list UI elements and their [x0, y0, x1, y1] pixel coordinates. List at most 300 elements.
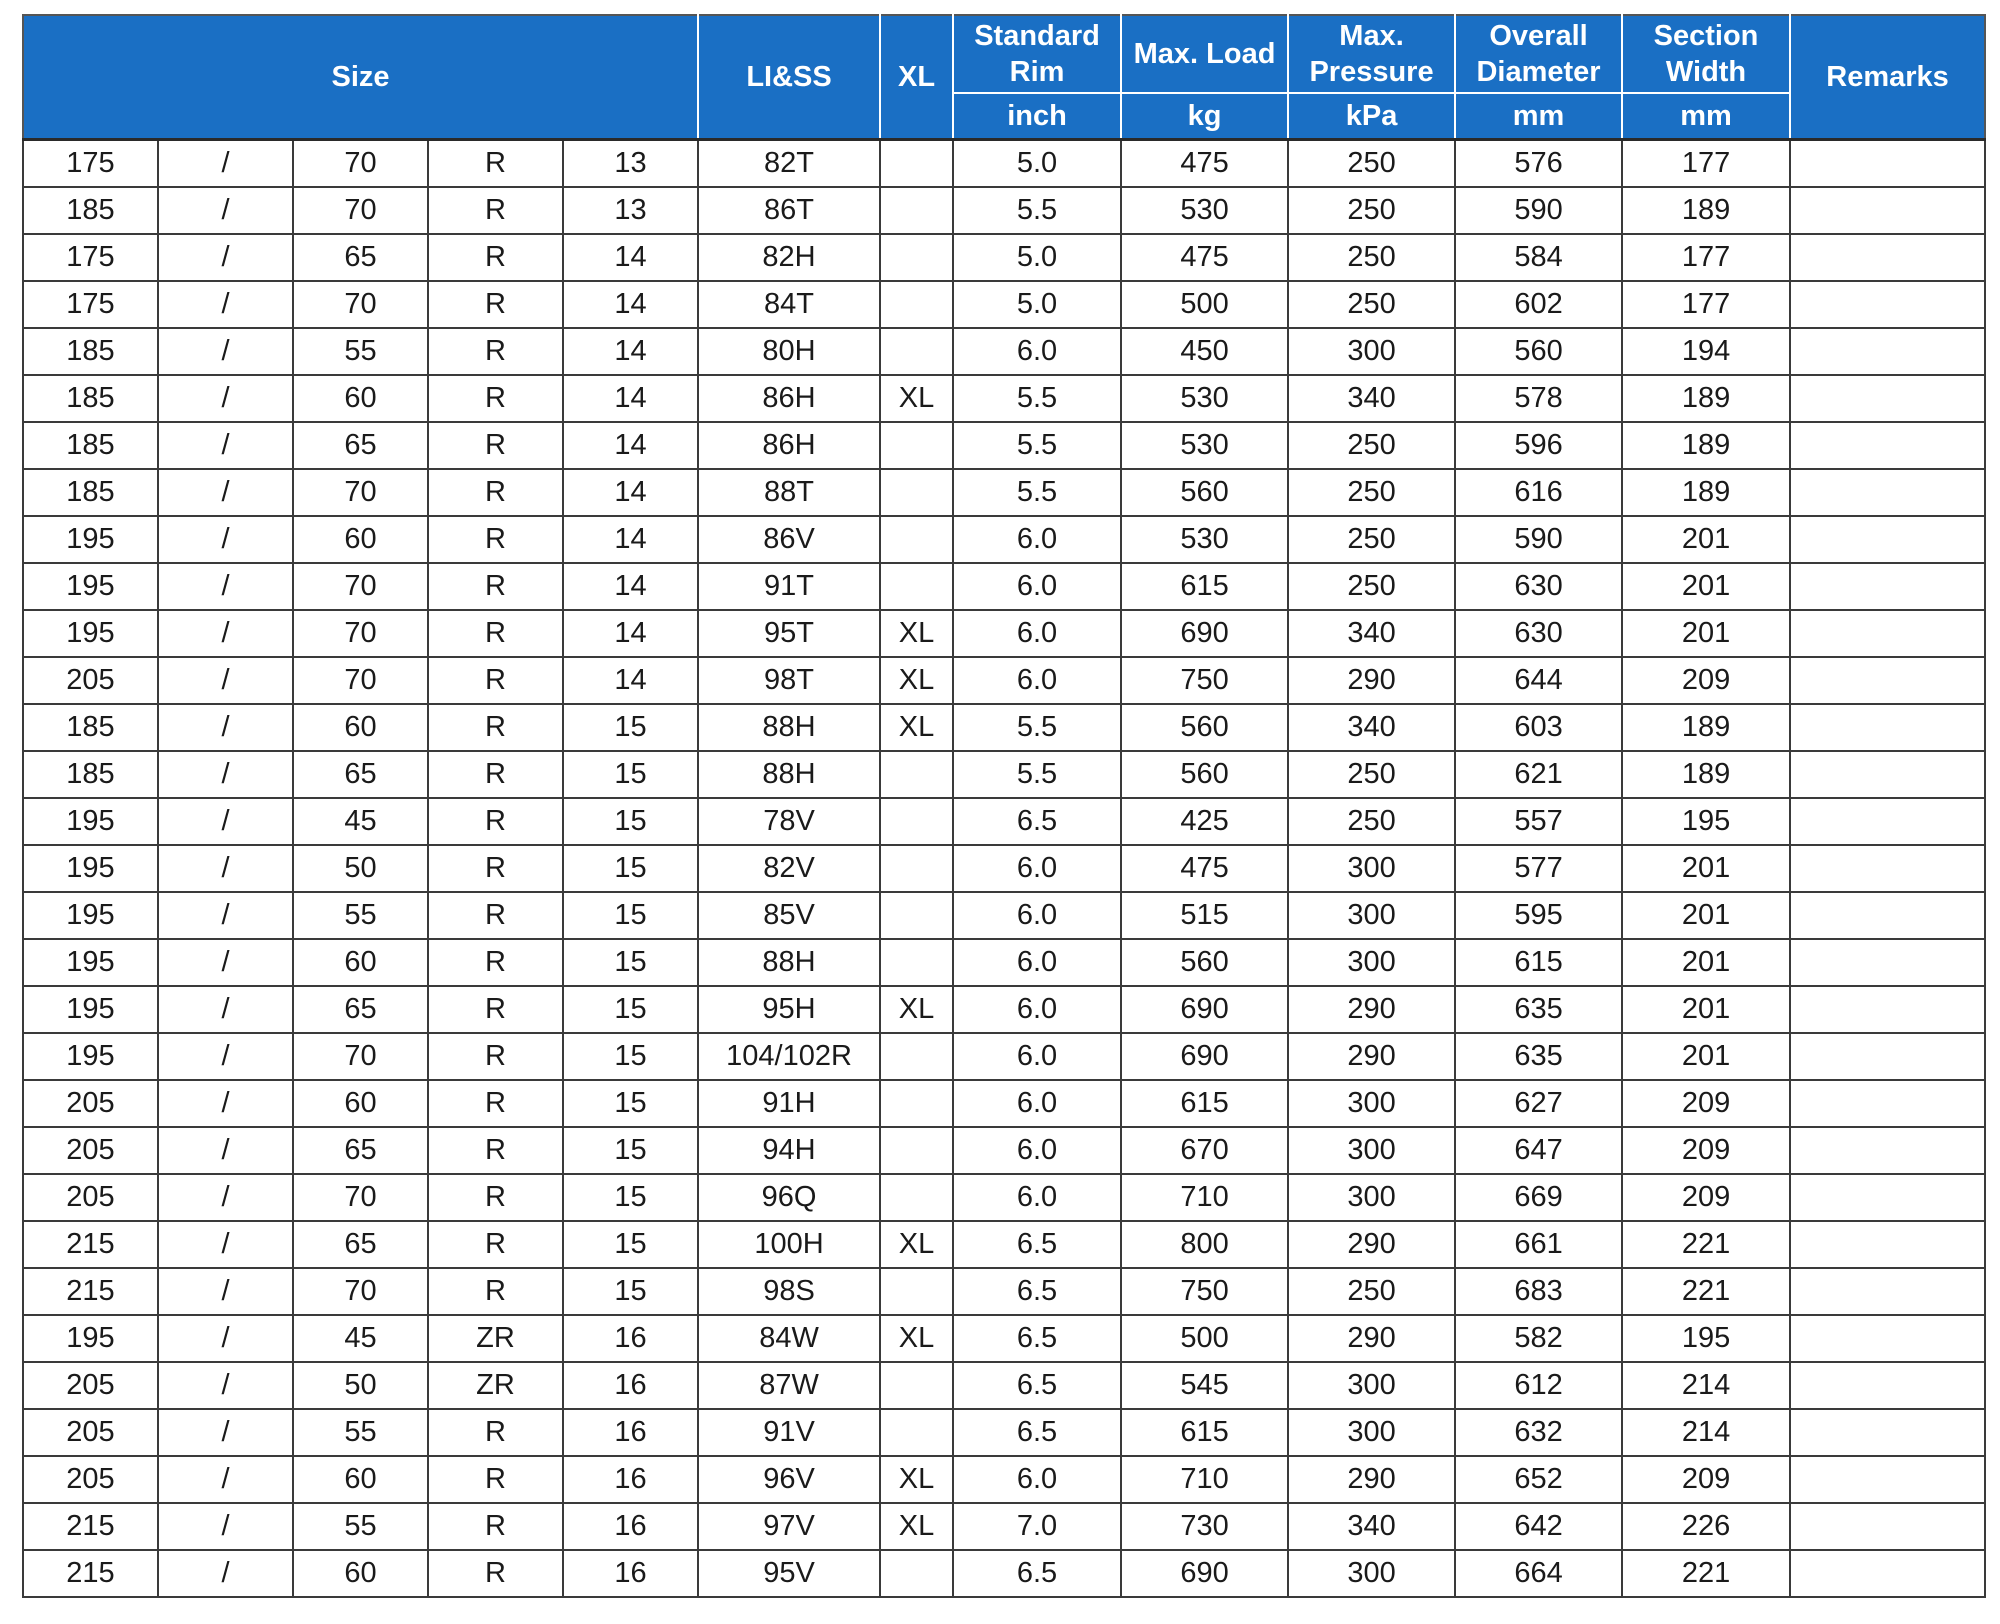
cell-li-ss: 98T — [698, 657, 880, 704]
table-row — [23, 469, 1985, 516]
cell-construction: R — [428, 187, 563, 234]
cell-standard-rim: 5.0 — [953, 234, 1121, 281]
cell-rim-diameter: 15 — [563, 798, 698, 845]
header-overall-diameter: Overall Diameter — [1455, 15, 1622, 93]
cell-max-load: 560 — [1121, 939, 1288, 986]
cell-slash: / — [158, 234, 293, 281]
cell-aspect-ratio: 55 — [293, 892, 428, 939]
cell-xl — [880, 1080, 953, 1127]
cell-max-pressure: 300 — [1288, 1550, 1455, 1597]
cell-overall-diameter: 578 — [1455, 375, 1622, 422]
cell-rim-diameter: 16 — [563, 1315, 698, 1362]
cell-overall-diameter: 616 — [1455, 469, 1622, 516]
cell-slash: / — [158, 751, 293, 798]
cell-section-width: 189 — [1622, 469, 1790, 516]
cell-construction: R — [428, 704, 563, 751]
cell-li-ss: 85V — [698, 892, 880, 939]
cell-max-pressure: 250 — [1288, 234, 1455, 281]
cell-standard-rim: 6.5 — [953, 1409, 1121, 1456]
cell-max-load: 690 — [1121, 1033, 1288, 1080]
cell-max-load: 615 — [1121, 1409, 1288, 1456]
header-max-pressure-unit: kPa — [1288, 93, 1455, 140]
cell-slash: / — [158, 563, 293, 610]
cell-slash: / — [158, 1362, 293, 1409]
cell-overall-diameter: 621 — [1455, 751, 1622, 798]
cell-aspect-ratio: 70 — [293, 1268, 428, 1315]
cell-overall-diameter: 632 — [1455, 1409, 1622, 1456]
cell-slash: / — [158, 375, 293, 422]
cell-remarks — [1790, 1409, 1985, 1456]
cell-overall-diameter: 644 — [1455, 657, 1622, 704]
cell-aspect-ratio: 60 — [293, 704, 428, 751]
cell-section-width: 194 — [1622, 328, 1790, 375]
cell-remarks — [1790, 1080, 1985, 1127]
cell-construction: R — [428, 939, 563, 986]
cell-overall-diameter: 635 — [1455, 986, 1622, 1033]
cell-li-ss: 95V — [698, 1550, 880, 1597]
cell-section-width: 189 — [1622, 422, 1790, 469]
cell-remarks — [1790, 1221, 1985, 1268]
cell-rim-diameter: 16 — [563, 1550, 698, 1597]
cell-rim-diameter: 16 — [563, 1409, 698, 1456]
cell-overall-diameter: 642 — [1455, 1503, 1622, 1550]
cell-xl: XL — [880, 1456, 953, 1503]
cell-section-width: 201 — [1622, 986, 1790, 1033]
header-max-load: Max. Load — [1121, 15, 1288, 93]
table-row — [23, 986, 1985, 1033]
cell-remarks — [1790, 1550, 1985, 1597]
table-row — [23, 892, 1985, 939]
cell-overall-diameter: 582 — [1455, 1315, 1622, 1362]
cell-remarks — [1790, 469, 1985, 516]
table-row — [23, 516, 1985, 563]
cell-max-load: 750 — [1121, 1268, 1288, 1315]
cell-max-pressure: 300 — [1288, 845, 1455, 892]
cell-aspect-ratio: 55 — [293, 1503, 428, 1550]
cell-standard-rim: 5.5 — [953, 751, 1121, 798]
cell-slash: / — [158, 1221, 293, 1268]
cell-xl: XL — [880, 1315, 953, 1362]
cell-rim-diameter: 15 — [563, 845, 698, 892]
cell-rim-diameter: 13 — [563, 187, 698, 234]
cell-remarks — [1790, 187, 1985, 234]
cell-overall-diameter: 661 — [1455, 1221, 1622, 1268]
cell-standard-rim: 5.0 — [953, 140, 1121, 188]
cell-remarks — [1790, 1362, 1985, 1409]
cell-max-pressure: 290 — [1288, 986, 1455, 1033]
cell-slash: / — [158, 1550, 293, 1597]
cell-aspect-ratio: 60 — [293, 1550, 428, 1597]
cell-xl — [880, 1550, 953, 1597]
cell-rim-diameter: 15 — [563, 1127, 698, 1174]
cell-rim-diameter: 15 — [563, 939, 698, 986]
cell-aspect-ratio: 60 — [293, 1456, 428, 1503]
cell-rim-diameter: 15 — [563, 751, 698, 798]
cell-max-pressure: 300 — [1288, 1362, 1455, 1409]
cell-slash: / — [158, 187, 293, 234]
cell-overall-diameter: 612 — [1455, 1362, 1622, 1409]
cell-aspect-ratio: 65 — [293, 986, 428, 1033]
table-row — [23, 281, 1985, 328]
cell-xl — [880, 939, 953, 986]
cell-remarks — [1790, 657, 1985, 704]
cell-max-load: 750 — [1121, 657, 1288, 704]
cell-max-load: 710 — [1121, 1456, 1288, 1503]
cell-remarks — [1790, 328, 1985, 375]
table-row — [23, 1033, 1985, 1080]
cell-xl: XL — [880, 610, 953, 657]
cell-standard-rim: 6.5 — [953, 1362, 1121, 1409]
cell-remarks — [1790, 1268, 1985, 1315]
cell-li-ss: 95T — [698, 610, 880, 657]
table-row — [23, 1268, 1985, 1315]
cell-remarks — [1790, 845, 1985, 892]
cell-construction: R — [428, 1503, 563, 1550]
cell-rim-diameter: 14 — [563, 422, 698, 469]
cell-width: 215 — [23, 1221, 158, 1268]
cell-li-ss: 91H — [698, 1080, 880, 1127]
cell-width: 205 — [23, 1127, 158, 1174]
cell-max-pressure: 300 — [1288, 1409, 1455, 1456]
cell-max-load: 615 — [1121, 1080, 1288, 1127]
cell-aspect-ratio: 60 — [293, 375, 428, 422]
cell-remarks — [1790, 1174, 1985, 1221]
cell-section-width: 189 — [1622, 704, 1790, 751]
cell-overall-diameter: 630 — [1455, 610, 1622, 657]
cell-width: 185 — [23, 704, 158, 751]
cell-slash: / — [158, 1315, 293, 1362]
cell-width: 195 — [23, 892, 158, 939]
cell-aspect-ratio: 65 — [293, 1221, 428, 1268]
cell-xl — [880, 1127, 953, 1174]
cell-remarks — [1790, 422, 1985, 469]
cell-overall-diameter: 664 — [1455, 1550, 1622, 1597]
cell-xl: XL — [880, 375, 953, 422]
cell-section-width: 201 — [1622, 563, 1790, 610]
cell-width: 195 — [23, 516, 158, 563]
cell-xl — [880, 234, 953, 281]
cell-aspect-ratio: 70 — [293, 610, 428, 657]
cell-slash: / — [158, 1033, 293, 1080]
cell-width: 185 — [23, 751, 158, 798]
cell-max-load: 560 — [1121, 751, 1288, 798]
cell-width: 195 — [23, 610, 158, 657]
cell-standard-rim: 6.0 — [953, 657, 1121, 704]
table-row — [23, 1456, 1985, 1503]
cell-xl — [880, 1409, 953, 1456]
cell-width: 215 — [23, 1268, 158, 1315]
cell-construction: ZR — [428, 1315, 563, 1362]
cell-max-load: 530 — [1121, 375, 1288, 422]
cell-construction: R — [428, 1456, 563, 1503]
table-row — [23, 1174, 1985, 1221]
cell-rim-diameter: 16 — [563, 1456, 698, 1503]
cell-max-load: 475 — [1121, 845, 1288, 892]
cell-aspect-ratio: 65 — [293, 234, 428, 281]
cell-construction: R — [428, 845, 563, 892]
cell-li-ss: 88T — [698, 469, 880, 516]
cell-remarks — [1790, 281, 1985, 328]
cell-section-width: 226 — [1622, 1503, 1790, 1550]
cell-li-ss: 91T — [698, 563, 880, 610]
cell-rim-diameter: 14 — [563, 328, 698, 375]
cell-xl — [880, 563, 953, 610]
cell-xl — [880, 140, 953, 188]
cell-remarks — [1790, 610, 1985, 657]
cell-construction: R — [428, 328, 563, 375]
table-row — [23, 1550, 1985, 1597]
cell-li-ss: 84T — [698, 281, 880, 328]
cell-li-ss: 86H — [698, 422, 880, 469]
table-row — [23, 140, 1985, 188]
table-row — [23, 1362, 1985, 1409]
cell-xl: XL — [880, 1503, 953, 1550]
cell-aspect-ratio: 60 — [293, 1080, 428, 1127]
table-row — [23, 751, 1985, 798]
cell-li-ss: 91V — [698, 1409, 880, 1456]
cell-max-pressure: 290 — [1288, 1456, 1455, 1503]
cell-max-load: 615 — [1121, 563, 1288, 610]
cell-remarks — [1790, 516, 1985, 563]
table-body — [23, 140, 1985, 1598]
cell-width: 205 — [23, 1174, 158, 1221]
cell-aspect-ratio: 65 — [293, 422, 428, 469]
header-max-load-unit: kg — [1121, 93, 1288, 140]
cell-max-load: 560 — [1121, 469, 1288, 516]
cell-li-ss: 104/102R — [698, 1033, 880, 1080]
cell-section-width: 177 — [1622, 281, 1790, 328]
cell-slash: / — [158, 704, 293, 751]
cell-max-load: 670 — [1121, 1127, 1288, 1174]
cell-construction: R — [428, 1409, 563, 1456]
cell-remarks — [1790, 563, 1985, 610]
cell-construction: R — [428, 1550, 563, 1597]
cell-width: 195 — [23, 939, 158, 986]
cell-max-pressure: 250 — [1288, 751, 1455, 798]
cell-construction: R — [428, 140, 563, 188]
cell-width: 195 — [23, 1033, 158, 1080]
tire-spec-table — [22, 14, 1986, 1598]
cell-section-width: 201 — [1622, 516, 1790, 563]
cell-section-width: 189 — [1622, 751, 1790, 798]
cell-standard-rim: 6.0 — [953, 610, 1121, 657]
cell-max-load: 560 — [1121, 704, 1288, 751]
cell-remarks — [1790, 375, 1985, 422]
cell-max-pressure: 250 — [1288, 140, 1455, 188]
cell-max-load: 475 — [1121, 140, 1288, 188]
cell-aspect-ratio: 45 — [293, 798, 428, 845]
cell-slash: / — [158, 845, 293, 892]
cell-overall-diameter: 603 — [1455, 704, 1622, 751]
cell-overall-diameter: 615 — [1455, 939, 1622, 986]
table-row — [23, 1503, 1985, 1550]
header-size: Size — [23, 15, 698, 140]
cell-rim-diameter: 15 — [563, 1221, 698, 1268]
cell-overall-diameter: 576 — [1455, 140, 1622, 188]
table-row — [23, 563, 1985, 610]
cell-slash: / — [158, 469, 293, 516]
cell-rim-diameter: 14 — [563, 375, 698, 422]
cell-aspect-ratio: 70 — [293, 563, 428, 610]
cell-rim-diameter: 14 — [563, 469, 698, 516]
cell-standard-rim: 6.0 — [953, 563, 1121, 610]
cell-slash: / — [158, 1456, 293, 1503]
cell-width: 205 — [23, 1456, 158, 1503]
cell-slash: / — [158, 1503, 293, 1550]
cell-xl — [880, 516, 953, 563]
table-row — [23, 1409, 1985, 1456]
cell-rim-diameter: 15 — [563, 892, 698, 939]
cell-standard-rim: 6.5 — [953, 1221, 1121, 1268]
table-row — [23, 422, 1985, 469]
cell-construction: R — [428, 563, 563, 610]
cell-li-ss: 94H — [698, 1127, 880, 1174]
cell-overall-diameter: 630 — [1455, 563, 1622, 610]
cell-width: 175 — [23, 140, 158, 188]
cell-overall-diameter: 557 — [1455, 798, 1622, 845]
cell-max-load: 530 — [1121, 187, 1288, 234]
cell-aspect-ratio: 65 — [293, 1127, 428, 1174]
header-section-width-unit: mm — [1622, 93, 1790, 140]
cell-max-pressure: 250 — [1288, 281, 1455, 328]
cell-width: 175 — [23, 281, 158, 328]
cell-section-width: 195 — [1622, 1315, 1790, 1362]
cell-width: 185 — [23, 375, 158, 422]
cell-width: 185 — [23, 328, 158, 375]
cell-standard-rim: 6.5 — [953, 1315, 1121, 1362]
cell-section-width: 221 — [1622, 1221, 1790, 1268]
header-xl: XL — [880, 15, 953, 140]
cell-slash: / — [158, 986, 293, 1033]
cell-standard-rim: 5.0 — [953, 281, 1121, 328]
table-row — [23, 798, 1985, 845]
table-row — [23, 610, 1985, 657]
cell-li-ss: 82T — [698, 140, 880, 188]
cell-section-width: 189 — [1622, 187, 1790, 234]
cell-xl — [880, 422, 953, 469]
cell-max-load: 515 — [1121, 892, 1288, 939]
cell-construction: R — [428, 1127, 563, 1174]
cell-remarks — [1790, 892, 1985, 939]
cell-max-pressure: 300 — [1288, 1174, 1455, 1221]
cell-rim-diameter: 14 — [563, 610, 698, 657]
cell-max-pressure: 250 — [1288, 798, 1455, 845]
cell-overall-diameter: 652 — [1455, 1456, 1622, 1503]
cell-section-width: 201 — [1622, 892, 1790, 939]
cell-xl: XL — [880, 657, 953, 704]
cell-max-pressure: 340 — [1288, 375, 1455, 422]
cell-aspect-ratio: 60 — [293, 939, 428, 986]
cell-rim-diameter: 15 — [563, 1174, 698, 1221]
cell-width: 195 — [23, 1315, 158, 1362]
cell-construction: ZR — [428, 1362, 563, 1409]
cell-xl — [880, 1362, 953, 1409]
cell-slash: / — [158, 1080, 293, 1127]
cell-section-width: 209 — [1622, 1080, 1790, 1127]
cell-remarks — [1790, 939, 1985, 986]
cell-rim-diameter: 13 — [563, 140, 698, 188]
cell-slash: / — [158, 281, 293, 328]
cell-width: 195 — [23, 986, 158, 1033]
cell-remarks — [1790, 1315, 1985, 1362]
cell-max-pressure: 300 — [1288, 1080, 1455, 1127]
cell-li-ss: 96Q — [698, 1174, 880, 1221]
cell-standard-rim: 5.5 — [953, 375, 1121, 422]
cell-li-ss: 86T — [698, 187, 880, 234]
cell-rim-diameter: 16 — [563, 1503, 698, 1550]
cell-section-width: 214 — [1622, 1362, 1790, 1409]
cell-li-ss: 84W — [698, 1315, 880, 1362]
header-overall-diameter-unit: mm — [1455, 93, 1622, 140]
cell-aspect-ratio: 50 — [293, 845, 428, 892]
cell-slash: / — [158, 798, 293, 845]
cell-overall-diameter: 602 — [1455, 281, 1622, 328]
header-max-pressure: Max. Pressure — [1288, 15, 1455, 93]
cell-max-pressure: 250 — [1288, 422, 1455, 469]
table-row — [23, 375, 1985, 422]
cell-xl — [880, 751, 953, 798]
cell-standard-rim: 6.0 — [953, 1127, 1121, 1174]
cell-aspect-ratio: 70 — [293, 140, 428, 188]
cell-max-pressure: 300 — [1288, 328, 1455, 375]
cell-max-pressure: 300 — [1288, 1127, 1455, 1174]
cell-slash: / — [158, 328, 293, 375]
cell-width: 185 — [23, 422, 158, 469]
table-row — [23, 704, 1985, 751]
cell-construction: R — [428, 657, 563, 704]
cell-standard-rim: 5.5 — [953, 422, 1121, 469]
cell-overall-diameter: 577 — [1455, 845, 1622, 892]
table-row — [23, 939, 1985, 986]
cell-slash: / — [158, 516, 293, 563]
cell-construction: R — [428, 892, 563, 939]
cell-overall-diameter: 596 — [1455, 422, 1622, 469]
cell-slash: / — [158, 1409, 293, 1456]
cell-section-width: 221 — [1622, 1268, 1790, 1315]
cell-remarks — [1790, 1503, 1985, 1550]
cell-aspect-ratio: 45 — [293, 1315, 428, 1362]
cell-standard-rim: 5.5 — [953, 704, 1121, 751]
cell-rim-diameter: 14 — [563, 234, 698, 281]
cell-construction: R — [428, 798, 563, 845]
table-row — [23, 187, 1985, 234]
cell-standard-rim: 6.0 — [953, 1033, 1121, 1080]
cell-aspect-ratio: 70 — [293, 1033, 428, 1080]
cell-li-ss: 95H — [698, 986, 880, 1033]
cell-section-width: 209 — [1622, 1456, 1790, 1503]
cell-xl — [880, 892, 953, 939]
cell-standard-rim: 6.5 — [953, 1550, 1121, 1597]
cell-construction: R — [428, 1033, 563, 1080]
cell-standard-rim: 7.0 — [953, 1503, 1121, 1550]
cell-standard-rim: 6.0 — [953, 986, 1121, 1033]
cell-construction: R — [428, 422, 563, 469]
cell-section-width: 201 — [1622, 845, 1790, 892]
cell-overall-diameter: 627 — [1455, 1080, 1622, 1127]
cell-standard-rim: 6.0 — [953, 845, 1121, 892]
cell-construction: R — [428, 516, 563, 563]
cell-width: 205 — [23, 1080, 158, 1127]
cell-max-pressure: 290 — [1288, 657, 1455, 704]
cell-standard-rim: 6.0 — [953, 1456, 1121, 1503]
cell-construction: R — [428, 610, 563, 657]
cell-width: 205 — [23, 1362, 158, 1409]
cell-max-load: 475 — [1121, 234, 1288, 281]
header-section-width: Section Width — [1622, 15, 1790, 93]
cell-xl — [880, 1268, 953, 1315]
cell-aspect-ratio: 70 — [293, 469, 428, 516]
cell-rim-diameter: 16 — [563, 1362, 698, 1409]
